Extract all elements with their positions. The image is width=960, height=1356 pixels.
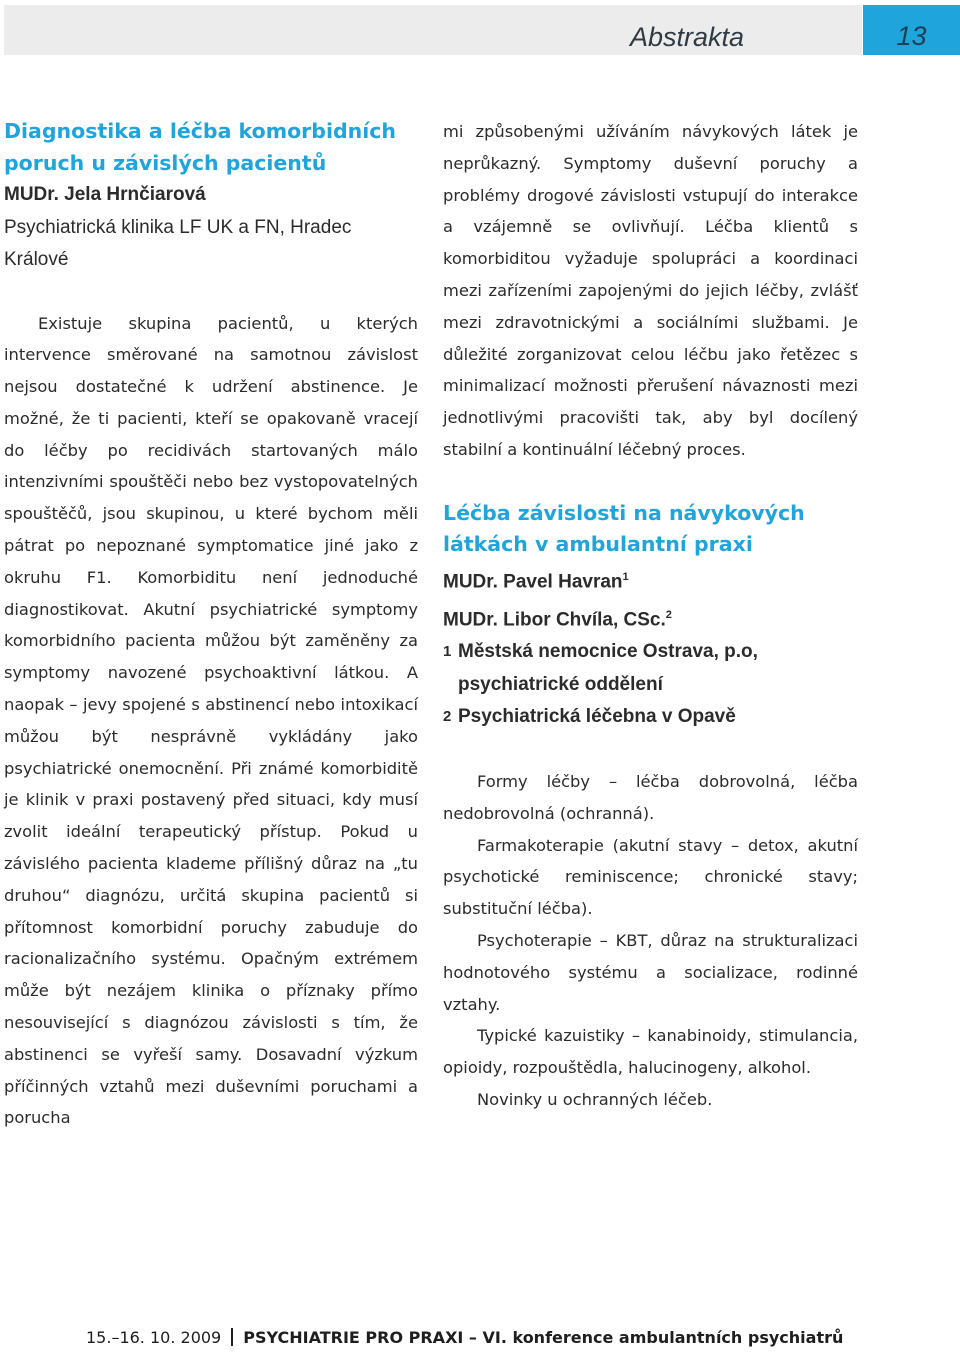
article2-paragraph: Novinky u ochranných léčeb. — [477, 1089, 713, 1109]
article2-paragraph: Formy léčby – léčba dobrovolná, léčba nedobrovolná (ochranná). — [443, 771, 858, 823]
article1-body: Existuje skupina pacientů, u kterých intervence směrované na samotnou závislost nejsou dostatečné k udržení abstinence. Je možné, že ti pacienti, kteří se opakovaně vracejí do léčby po recidivách startovaných málo intenzivními spouštěči nebo bez vystopovatelných spouštěčů, jsou skupinou, u které bychom měli pátrat po nepoznané symptomatice jiné jako z okruhu F1. Komorbiditu není jednoduché diagnostikovat. Akutní psychiatrické symptomy komorbidního pacienta můžou být zaměněny za symptomy navozené psychoaktivní látkou. A naopak – jevy spojené s abstinencí nebo intoxikací můžou být nesprávně vykládány jako psychiatrické onemocnění. Při známé komorbiditě je klinik v praxi postavený před situaci, kdy musí zvolit ideální terapeutický přístup. Pokud u závislého pacienta klademe přílišný důraz na „tu druhou“ diagnózu, určitá skupina pacientů si přítomnost komorbidní poruchy zabuduje do racionalizačního systému. Opačným extrémem může být nezájem klinika o příznaky přímo nesouvisející s diagnózou závislosti s tím, že abstinenci se vyřeší samy. Dosavadní výzkum příčinných vztahů mezi duševními poruchami a porucha — [4, 313, 418, 1128]
section-title: Abstrakta — [629, 22, 744, 52]
left-column — [4, 116, 418, 1134]
article2-author-2 — [443, 599, 858, 637]
header-bar — [4, 5, 862, 55]
article2-affiliation-2 — [443, 701, 858, 734]
article1-title: Diagnostika a léčba komorbidních poruch u závislých pacientů — [4, 119, 397, 175]
article2-title: Léčba závislosti na návykových látkách v ambulantní praxi — [443, 500, 805, 557]
article2-affiliation-1 — [443, 636, 858, 701]
footer-conference: PSYCHIATRIE PRO PRAXI – VI. konference ambulantních psychiatrů — [243, 1328, 844, 1347]
footer-separator — [231, 1328, 233, 1346]
author-name: MUDr. Libor Chvíla, CSc. — [443, 608, 666, 630]
affiliation-marker: 1 — [443, 643, 452, 661]
page-number: 13 — [896, 21, 927, 51]
author-sup: 1 — [622, 570, 629, 583]
affiliation-text: Psychiatrická léčebna v Opavě — [458, 706, 736, 728]
right-column — [443, 116, 858, 1116]
footer — [86, 1328, 843, 1347]
page-number-box — [863, 5, 960, 55]
author-sup: 2 — [665, 608, 672, 621]
article2-author-1 — [443, 561, 858, 599]
affiliation-text: Městská nemocnice Ostrava, p.o, psychiatrické oddělení — [458, 641, 758, 695]
article2-paragraph: Psychoterapie – KBT, důraz na strukturalizaci hodnotového systému a socializace, rodinné vztahy. — [443, 930, 858, 1014]
article2-paragraph: Farmakoterapie (akutní stavy – detox, akutní psychotické reminiscence; chronické stavy; substituční léčba). — [443, 835, 858, 919]
article1-author: MUDr. Jela Hrnčiarová — [4, 184, 206, 205]
article2-body — [443, 766, 858, 1116]
footer-date: 15.–16. 10. 2009 — [86, 1328, 222, 1347]
article2-paragraph: Typické kazuistiky – kanabinoidy, stimulancia, opioidy, rozpouštědla, halucinogeny, alkohol. — [443, 1026, 858, 1078]
affiliation-marker: 2 — [443, 708, 452, 726]
author-name: MUDr. Pavel Havran — [443, 571, 623, 593]
article1-body-continued: mi způsobenými užíváním návykových látek je neprůkazný. Symptomy duševní poruchy a problémy drogové závislosti vstupují do interakce a vzájemně se ovlivňují. Léčba klientů s komorbiditou vyžaduje spolupráci a koordinaci mezi zařízeními zapojenými do jejich léčby, zvlášť mezi zdravotnickými a sociálními službami. Je důležité zorganizovat celou léčbu jako řetězec s minimalizací možnosti přerušení návaznosti mezi jednotlivými pracovišti tak, aby byl docílený stabilní a kontinuální léčebný proces. — [443, 122, 858, 459]
article1-affiliation: Psychiatrická klinika LF UK a FN, Hradec Králové — [4, 216, 352, 270]
